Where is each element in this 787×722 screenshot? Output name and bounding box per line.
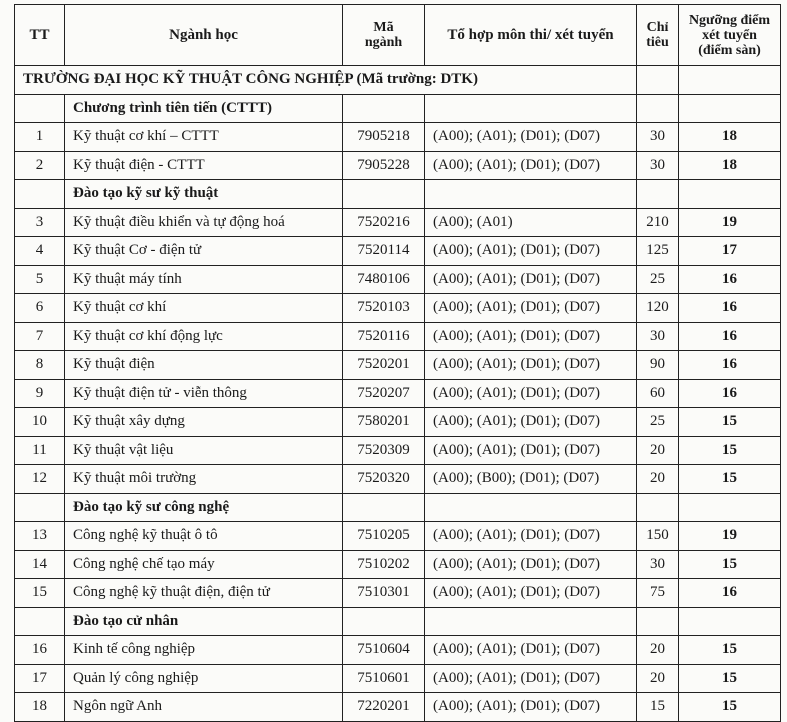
cell-tt: 1 [15, 123, 65, 152]
header-nguong-diem [679, 5, 781, 66]
cell-nganh-hoc: Kinh tế công nghiệp [65, 636, 343, 665]
cell-nganh-hoc: Kỹ thuật Cơ - điện tử [65, 237, 343, 266]
group-empty-quota [637, 94, 679, 123]
header-chi-tieu-line1: Chỉ [646, 20, 669, 35]
group-empty-code [343, 94, 425, 123]
cell-to-hop: (A00); (A01) [425, 208, 637, 237]
cell-diem-san: 15 [679, 550, 781, 579]
group-row [15, 180, 781, 209]
table-row [15, 151, 781, 180]
cell-to-hop: (A00); (A01); (D01); (D07) [425, 550, 637, 579]
cell-to-hop: (A00); (A01); (D01); (D07) [425, 379, 637, 408]
cell-chi-tieu: 30 [637, 322, 679, 351]
cell-nganh-hoc: Quản lý công nghiệp [65, 664, 343, 693]
cell-to-hop: (A00); (A01); (D01); (D07) [425, 265, 637, 294]
admission-table [14, 4, 781, 722]
cell-diem-san: 15 [679, 664, 781, 693]
cell-ma-nganh: 7520114 [343, 237, 425, 266]
cell-chi-tieu: 20 [637, 436, 679, 465]
school-empty-score [679, 66, 781, 95]
table-row [15, 693, 781, 722]
cell-diem-san: 15 [679, 436, 781, 465]
cell-to-hop: (A00); (A01); (D01); (D07) [425, 664, 637, 693]
table-row [15, 636, 781, 665]
cell-to-hop: (A00); (A01); (D01); (D07) [425, 351, 637, 380]
cell-nganh-hoc: Kỹ thuật điều khiển và tự động hoá [65, 208, 343, 237]
cell-chi-tieu: 120 [637, 294, 679, 323]
group-empty-tt [15, 94, 65, 123]
cell-diem-san: 15 [679, 636, 781, 665]
group-empty-combo [425, 94, 637, 123]
header-tt: TT [15, 5, 65, 66]
cell-diem-san: 19 [679, 522, 781, 551]
cell-to-hop: (A00); (A01); (D01); (D07) [425, 408, 637, 437]
table-row [15, 465, 781, 494]
table-row [15, 379, 781, 408]
group-empty-combo [425, 180, 637, 209]
cell-nganh-hoc: Công nghệ kỹ thuật điện, điện tử [65, 579, 343, 608]
cell-ma-nganh: 7480106 [343, 265, 425, 294]
group-empty-score [679, 180, 781, 209]
header-nganh-hoc: Ngành học [65, 5, 343, 66]
cell-diem-san: 18 [679, 151, 781, 180]
school-row [15, 66, 781, 95]
cell-diem-san: 16 [679, 265, 781, 294]
header-nguong-line1: Ngưỡng điểm [688, 12, 771, 28]
table-row [15, 351, 781, 380]
group-empty-tt [15, 607, 65, 636]
cell-ma-nganh: 7520201 [343, 351, 425, 380]
cell-to-hop: (A00); (A01); (D01); (D07) [425, 151, 637, 180]
cell-nganh-hoc: Kỹ thuật điện - CTTT [65, 151, 343, 180]
cell-ma-nganh: 7520320 [343, 465, 425, 494]
cell-diem-san: 15 [679, 408, 781, 437]
group-title: Đào tạo kỹ sư kỹ thuật [65, 180, 343, 209]
group-empty-quota [637, 493, 679, 522]
cell-tt: 18 [15, 693, 65, 722]
cell-tt: 10 [15, 408, 65, 437]
cell-nganh-hoc: Kỹ thuật môi trường [65, 465, 343, 494]
cell-nganh-hoc: Công nghệ kỹ thuật ô tô [65, 522, 343, 551]
group-empty-code [343, 180, 425, 209]
table-row [15, 408, 781, 437]
group-title: Chương trình tiên tiến (CTTT) [65, 94, 343, 123]
cell-chi-tieu: 25 [637, 408, 679, 437]
cell-tt: 17 [15, 664, 65, 693]
cell-chi-tieu: 30 [637, 123, 679, 152]
cell-chi-tieu: 20 [637, 664, 679, 693]
cell-tt: 15 [15, 579, 65, 608]
cell-ma-nganh: 7510202 [343, 550, 425, 579]
cell-diem-san: 16 [679, 294, 781, 323]
cell-tt: 2 [15, 151, 65, 180]
cell-tt: 3 [15, 208, 65, 237]
header-ma-nganh [343, 5, 425, 66]
cell-tt: 12 [15, 465, 65, 494]
cell-diem-san: 16 [679, 322, 781, 351]
table-row [15, 579, 781, 608]
cell-tt: 9 [15, 379, 65, 408]
table-row [15, 237, 781, 266]
cell-ma-nganh: 7510301 [343, 579, 425, 608]
cell-to-hop: (A00); (A01); (D01); (D07) [425, 123, 637, 152]
header-nguong-line3: (điểm sàn) [698, 42, 761, 58]
group-empty-score [679, 607, 781, 636]
header-nguong-line2: xét tuyển [702, 27, 757, 43]
cell-tt: 5 [15, 265, 65, 294]
cell-to-hop: (A00); (A01); (D01); (D07) [425, 294, 637, 323]
table-row [15, 436, 781, 465]
cell-diem-san: 18 [679, 123, 781, 152]
cell-tt: 16 [15, 636, 65, 665]
cell-nganh-hoc: Kỹ thuật điện [65, 351, 343, 380]
cell-tt: 6 [15, 294, 65, 323]
header-row [15, 5, 781, 66]
group-empty-score [679, 94, 781, 123]
cell-nganh-hoc: Kỹ thuật vật liệu [65, 436, 343, 465]
cell-chi-tieu: 30 [637, 550, 679, 579]
table-row [15, 123, 781, 152]
cell-ma-nganh: 7510604 [343, 636, 425, 665]
cell-ma-nganh: 7520216 [343, 208, 425, 237]
table-row [15, 322, 781, 351]
cell-chi-tieu: 20 [637, 465, 679, 494]
table-row [15, 522, 781, 551]
cell-chi-tieu: 20 [637, 636, 679, 665]
cell-to-hop: (A00); (A01); (D01); (D07) [425, 237, 637, 266]
cell-ma-nganh: 7220201 [343, 693, 425, 722]
group-empty-combo [425, 493, 637, 522]
cell-ma-nganh: 7520116 [343, 322, 425, 351]
group-title: Đào tạo kỹ sư công nghệ [65, 493, 343, 522]
cell-ma-nganh: 7905218 [343, 123, 425, 152]
cell-to-hop: (A00); (B00); (D01); (D07) [425, 465, 637, 494]
cell-ma-nganh: 7580201 [343, 408, 425, 437]
cell-nganh-hoc: Kỹ thuật cơ khí – CTTT [65, 123, 343, 152]
cell-diem-san: 16 [679, 579, 781, 608]
group-row [15, 493, 781, 522]
table-body [15, 66, 781, 722]
cell-nganh-hoc: Kỹ thuật điện tử - viễn thông [65, 379, 343, 408]
cell-chi-tieu: 125 [637, 237, 679, 266]
cell-to-hop: (A00); (A01); (D01); (D07) [425, 579, 637, 608]
cell-nganh-hoc: Kỹ thuật xây dựng [65, 408, 343, 437]
cell-to-hop: (A00); (A01); (D01); (D07) [425, 322, 637, 351]
cell-tt: 7 [15, 322, 65, 351]
cell-to-hop: (A00); (A01); (D01); (D07) [425, 636, 637, 665]
group-empty-tt [15, 493, 65, 522]
cell-diem-san: 19 [679, 208, 781, 237]
cell-chi-tieu: 150 [637, 522, 679, 551]
cell-nganh-hoc: Công nghệ chế tạo máy [65, 550, 343, 579]
group-empty-combo [425, 607, 637, 636]
cell-chi-tieu: 90 [637, 351, 679, 380]
cell-chi-tieu: 210 [637, 208, 679, 237]
cell-nganh-hoc: Ngôn ngữ Anh [65, 693, 343, 722]
table-row [15, 664, 781, 693]
header-ma-nganh-line2: ngành [364, 35, 403, 50]
cell-nganh-hoc: Kỹ thuật cơ khí động lực [65, 322, 343, 351]
cell-diem-san: 17 [679, 237, 781, 266]
cell-to-hop: (A00); (A01); (D01); (D07) [425, 436, 637, 465]
cell-ma-nganh: 7520103 [343, 294, 425, 323]
cell-chi-tieu: 60 [637, 379, 679, 408]
cell-ma-nganh: 7510205 [343, 522, 425, 551]
group-row [15, 607, 781, 636]
cell-to-hop: (A00); (A01); (D01); (D07) [425, 522, 637, 551]
cell-tt: 4 [15, 237, 65, 266]
group-title: Đào tạo cử nhân [65, 607, 343, 636]
table-row [15, 550, 781, 579]
group-empty-score [679, 493, 781, 522]
cell-tt: 11 [15, 436, 65, 465]
cell-ma-nganh: 7520207 [343, 379, 425, 408]
cell-ma-nganh: 7905228 [343, 151, 425, 180]
header-chi-tieu [637, 5, 679, 66]
cell-chi-tieu: 30 [637, 151, 679, 180]
header-ma-nganh-line1: Mã [373, 20, 394, 35]
cell-tt: 14 [15, 550, 65, 579]
cell-diem-san: 15 [679, 693, 781, 722]
school-empty-quota [637, 66, 679, 95]
cell-diem-san: 16 [679, 351, 781, 380]
group-empty-code [343, 493, 425, 522]
cell-chi-tieu: 15 [637, 693, 679, 722]
header-to-hop: Tổ hợp môn thi/ xét tuyển [425, 5, 637, 66]
group-empty-code [343, 607, 425, 636]
cell-chi-tieu: 75 [637, 579, 679, 608]
cell-nganh-hoc: Kỹ thuật cơ khí [65, 294, 343, 323]
cell-to-hop: (A00); (A01); (D01); (D07) [425, 693, 637, 722]
cell-nganh-hoc: Kỹ thuật máy tính [65, 265, 343, 294]
cell-ma-nganh: 7520309 [343, 436, 425, 465]
cell-tt: 13 [15, 522, 65, 551]
cell-ma-nganh: 7510601 [343, 664, 425, 693]
group-row [15, 94, 781, 123]
cell-tt: 8 [15, 351, 65, 380]
group-empty-quota [637, 180, 679, 209]
cell-diem-san: 16 [679, 379, 781, 408]
cell-diem-san: 15 [679, 465, 781, 494]
table-row [15, 294, 781, 323]
table-row [15, 208, 781, 237]
cell-chi-tieu: 25 [637, 265, 679, 294]
table-row [15, 265, 781, 294]
group-empty-quota [637, 607, 679, 636]
group-empty-tt [15, 180, 65, 209]
header-chi-tieu-line2: tiêu [646, 35, 669, 50]
school-name: TRƯỜNG ĐẠI HỌC KỸ THUẬT CÔNG NGHIỆP (Mã trường: DTK) [15, 66, 637, 95]
